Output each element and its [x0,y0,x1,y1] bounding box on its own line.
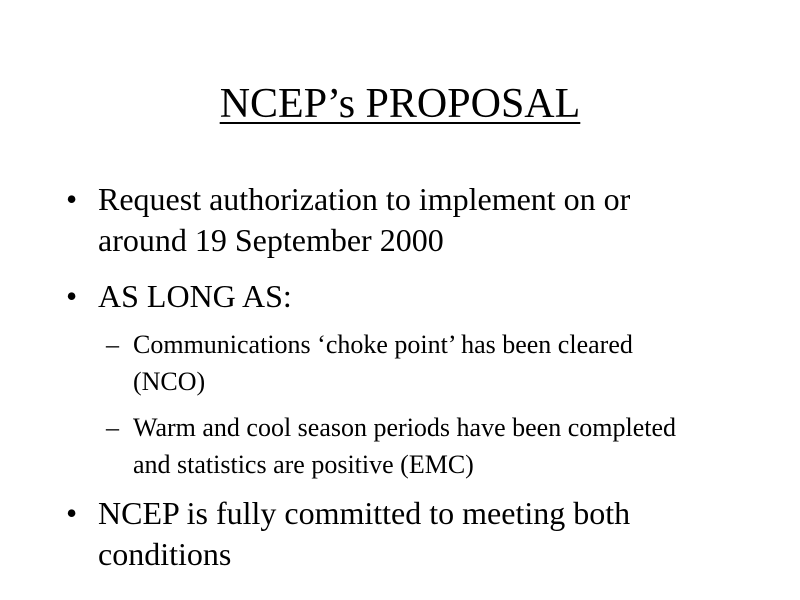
bullet-item [66,179,726,261]
bullet-item [66,493,726,575]
bullet-marker: • [66,181,78,217]
sub-bullet-item [106,409,706,483]
sub-bullet-text: Communications ‘choke point’ has been cleared (NCO) [133,330,633,396]
bullet-item [66,276,726,317]
slide-title: NCEP’s PROPOSAL [219,81,581,127]
bullet-marker: • [66,278,78,314]
bullet-text: AS LONG AS: [98,278,292,314]
bullet-marker: • [66,495,78,531]
sub-bullet-marker: – [106,330,119,359]
bullet-text: Request authorization to implement on or around 19 September 2000 [98,181,631,258]
sub-bullet-marker: – [106,413,119,442]
sub-bullet-text: Warm and cool season periods have been completed and statistics are positive (EMC) [133,413,676,479]
bullet-text: NCEP is fully committed to meeting both conditions [98,495,631,572]
sub-bullet-item [106,326,706,400]
